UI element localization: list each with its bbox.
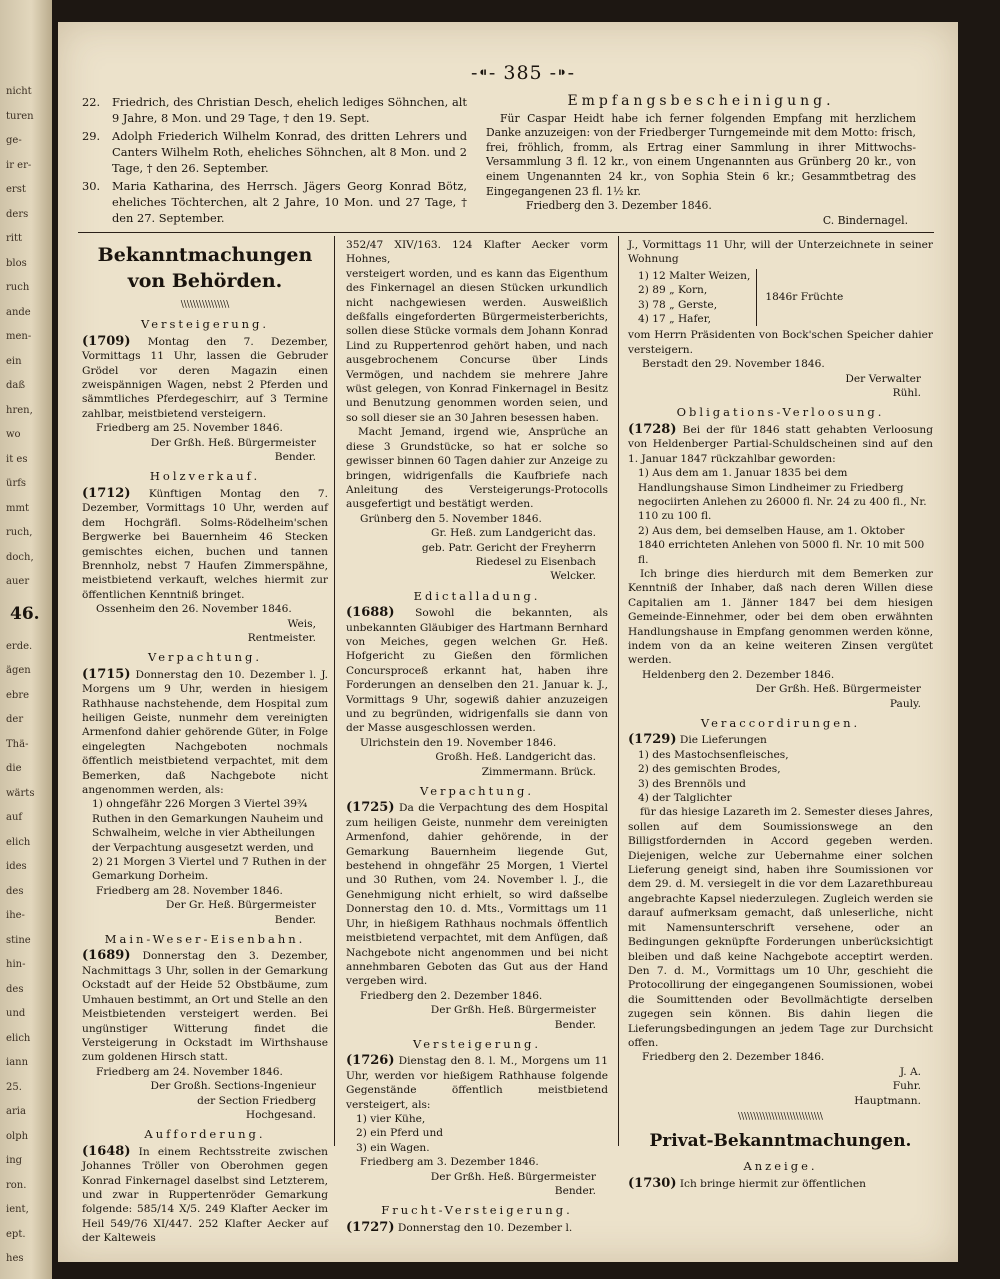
birth-entry (82, 128, 467, 176)
facing-page-fragment: stine (6, 934, 31, 946)
facing-page-fragment: hin- (6, 959, 26, 970)
notice-number: (1729) (628, 732, 677, 748)
notice-body: Sowohl die bekannten, als unbekannten Gläubiger des Hartmann Bernhard von Meiches, gegen welchen Gr. Heß. Hofgericht zu Gießen den förmlichen Concursproceß erkannt hat, haben ihre Forderungen an denselben den 21. Januar k. J., Vormittags 9 Uhr, sogewiß dahier anzuzeigen und zu begründen, widrigenfalls sie dann von der Masse ausgeschlossen werden. (346, 607, 608, 735)
facing-page-fragment: iann (6, 1057, 29, 1068)
notice-signature: Bender. (554, 1185, 596, 1197)
facing-page-fragment: des (6, 983, 24, 995)
notice-signature: Der Grßh. Heß. Bürgermeister (755, 683, 921, 696)
notice-signature: Riedesel zu Eisenbach (475, 555, 596, 568)
facing-page-margin (0, 0, 52, 1279)
notice-text (82, 487, 328, 602)
notice-number: (1712) (82, 485, 131, 501)
birth-entry (82, 94, 467, 126)
notice-text-continued: für das hiesige Lazareth im 2. Semester dieses Jahres, sollen auf dem Soumissionswege an den Billigstfordernden in Accord gegeben werden. Diejenigen, welche zur Uebernahme einer solchen Lieferung geneigt sind, haben ihre Soumissionen vor dem 29. d. M. versiegelt in die vor dem Lazarethbureau angebrachte Kapsel niederzulegen. Zugleich werden sie darauf aufmerksam gemacht, daß unleserliche, nicht mit Namensunterschrift versehene, oder an Bedingungen geknüpfte Forderungen unberücksichtigt bleiben und daß keine Nachgebote acceptirt werden. Den 7. d. M., Vormittags um 10 Uhr, geschieht die Protocollirung der eingegangenen Soumissionen, wobei die Soumittenden oder Bevollmächtigte derselben zugegen sein können. Bis dahin liegen die Lieferungsbedingungen an jedem Tage zur Durchsicht offen. (628, 806, 933, 1049)
notice-date: Friedberg am 24. November 1846. (96, 1065, 283, 1078)
notice-signature: Der Grßh. Heß. Bürgermeister (430, 1170, 596, 1183)
notice-list-item: 2) des gemischten Brodes, (638, 763, 781, 776)
notice-signature: Bender. (274, 451, 316, 464)
notice-date: Ulrichstein den 19. November 1846. (360, 736, 557, 749)
facing-page-fragment: ande (6, 306, 31, 318)
facing-page-fragment: ir er- (6, 159, 32, 171)
receipt-body: Für Caspar Heidt habe ich ferner folgenden Empfang mit herzlichem Danke anzuzeigen: von der Friedberger Turngemeinde mit dem Motto: frisch, frei, fröhlich, fromm, als Ertrag einer Sammlung in ihrer Mittwochs-Versammlung 3 fl. 12 kr., von einem Ungenannten aus Grünberg 20 kr., von einem Ungenannten 24 kr., von Sophia Stein 6 kr.; Gesammtbetrag des Eingegangenen 23 fl. 1½ kr. (486, 111, 916, 198)
notice (82, 1127, 328, 1245)
notice-heading: Edictalladung. (413, 588, 541, 603)
notice-body: Donnerstag den 10. Dezember l. J. Morgens um 9 Uhr, werden in hiesigem Rathhause nachstehende, dem Hospital zum heiligen Geiste, nunmehr dem vereinigten Armenfond dahier gehörende Güter, in Folge eingelegten Nachgeboten nochmals öffentlich meistbietend verpachtet, mit dem Bemerken, daß Nachgebote nicht angenommen werden, als: (82, 668, 328, 796)
notice-number: (1688) (346, 605, 395, 621)
notice-list-item: 2) ein Pferd und (356, 1127, 444, 1140)
receipt-signer: C. Bindernagel. (822, 213, 908, 227)
notice-list (346, 1112, 608, 1155)
notice-list (82, 797, 328, 883)
column-rule-1 (334, 236, 335, 1146)
facing-page-fragment: elich (6, 836, 31, 848)
notice-text (628, 733, 933, 747)
fruit-intro: J., Vormittags 11 Uhr, will der Unterzeichnete in seiner Wohnung (628, 239, 933, 266)
facing-page-fragment: ritt (6, 233, 23, 244)
receipt-date: Friedberg den 3. Dezember 1846. (526, 199, 712, 213)
fruit-intro-2: vom Herrn Präsidenten von Bock'schen Speicher dahier versteigern. (628, 329, 933, 356)
facing-page-fragment: ept. (6, 1228, 26, 1240)
birth-text: Adolph Friederich Wilhelm Konrad, des dritten Lehrers und Canters Wilhelm Roth, eheliches Söhnchen, alt 8 Mon. und 2 Tage, † den 26. September. (112, 129, 467, 175)
notice-signature: Rentmeister. (247, 631, 316, 644)
notice-signature: Der Großh. Sections-Ingenieur (150, 1080, 316, 1093)
notice-list (628, 466, 933, 567)
notice-heading: Aufforderung. (144, 1127, 266, 1142)
notice-signature: Zimmermann. Brück. (481, 765, 596, 778)
continuation-line: 352/47 XIV/163. 124 Klafter Aecker vorm Hohnes, (346, 239, 608, 266)
facing-page-fragment: hren, (6, 404, 33, 416)
notice-text (82, 335, 328, 421)
notice-date: Friedberg am 25. November 1846. (96, 422, 283, 435)
notice-signature: Hauptmann. (854, 1094, 921, 1107)
notice (346, 1203, 608, 1235)
notice-heading: Main-Weser-Eisenbahn. (104, 932, 306, 947)
notice-number: (1726) (346, 1053, 395, 1069)
continuation-date: Grünberg den 5. November 1846. (360, 512, 542, 525)
facing-page-fragment: ürfs (6, 478, 27, 489)
notice-list-item: 1) vier Kühe, (356, 1112, 426, 1125)
receipt-title: Empfangsbescheinigung. (567, 93, 835, 109)
facing-page-fragment: und (6, 1008, 26, 1019)
notice (82, 469, 328, 645)
notice-signature: Gr. Heß. zum Landgericht das. (431, 527, 596, 540)
notice-list-item: 2) Aus dem, bei demselben Hause, am 1. Oktober 1840 errichteten Anlehen von 5000 fl. Nr. 10 mit 500 fl. (638, 524, 925, 566)
receipt-section (486, 94, 916, 228)
facing-page-fragment: ruch (6, 282, 30, 293)
notice-body: Donnerstag den 10. Dezember l. (397, 1221, 573, 1234)
facing-page-fragment: Thä- (6, 738, 29, 750)
notice-signature: Rühl. (892, 387, 921, 400)
notice-heading: Frucht-Versteigerung. (381, 1203, 573, 1218)
notice-signature: Der Grßh. Heß. Bürgermeister (150, 436, 316, 449)
notice-number: (1715) (82, 666, 131, 682)
fruit-item: 4) 17 „ Hafer, (638, 313, 711, 326)
facing-page-fragment: 25. (6, 1081, 22, 1093)
fruit-label: 1846r Früchte (765, 291, 844, 304)
facing-page-fragment: ides (6, 861, 27, 872)
facing-page-fragment: ebre (6, 689, 30, 701)
facing-page-fragment: erde. (6, 640, 33, 652)
heading-ornament: \\\\\\\\\\\\\\\\ (180, 300, 230, 310)
notice-list-item: 3) ein Wagen. (356, 1141, 430, 1154)
birth-entry (82, 178, 467, 226)
continuation-text: versteigert worden, und es kann das Eigenthum des Finkernagel an diesen Stücken urkundlich nicht nachgewiesen werden. Ausweißlich deßfalls eingeforderten Bürgermeisterberichts, sollen diese Stücke vormals dem Johann Konrad Lind zu Ruppertenrod gehört haben, und nach ausgebrochenem Concurse über Linds Vermögen, und nachdem sie mehrere Jahre wüst gelegen, von Konrad Finkernagel in Besitz und Benutzung genommen worden seien, und so soll dieser sie an 30 Jahren besessen haben. (346, 267, 608, 424)
notice-body: Künftigen Montag den 7. Dezember, Vormittags 10 Uhr, werden auf dem Hochgräfl. Solms-Rödelheim'schen Bergwerke bei Bauernheim 46 Stecken gemischtes eichen, buchen und tannen Brennholz, nebst 7 Haufen Zimmerspähne, meistbietend verkauft, welches hiermit zur öffentlichen Kenntniß bringet. (82, 487, 328, 601)
notice-heading: Verpachtung. (419, 784, 535, 799)
fruit-item: 2) 89 „ Korn, (638, 284, 708, 297)
facing-page-fragment: it es (6, 453, 28, 465)
notice-body: Bei der für 1846 statt gehabten Verloosung von Heldenberger Partial-Schuldscheinen sind auf den 1. Januar 1847 rückzahlbar geworden: (628, 423, 933, 465)
facing-page-fragment: nicht (6, 86, 32, 97)
facing-page-fragment: ient, (6, 1204, 29, 1215)
notice-text (82, 949, 328, 1064)
notice-text (346, 1054, 608, 1112)
notice-number: (1725) (346, 800, 395, 816)
notice-body: Dienstag den 8. l. M., Morgens um 11 Uhr, werden vor hießigem Rathhause folgende Gegenstände öffentlich meistbietend versteigert, als: (346, 1055, 608, 1111)
notice-list-item: 1) ohngefähr 226 Morgen 3 Viertel 39¾ Ruthen in den Gemarkungen Nauheim und Schwalheim, welche in vier Abtheilungen der Verpachtung ausgesetzt werden, und (92, 798, 324, 854)
notice-signature: Der Grßh. Heß. Bürgermeister (430, 1004, 596, 1017)
continuation-text-2: Macht Jemand, irgend wie, Ansprüche an diese 3 Grundstücke, so hat er solche so gewisser binnen 60 Tagen dahier zur Anzeige zu bringen, widrigenfalls die Kaufbriefe nach Anleitung des Versteigerungs-Protocolls ausgefertigt und bestätigt werden. (346, 426, 608, 511)
birth-number: 29. (82, 129, 101, 143)
notice (628, 405, 933, 711)
notice-number: (1709) (82, 333, 131, 349)
private-text: (1730) Ich bringe hiermit zur öffentlichen (628, 1175, 866, 1191)
notice-heading: Versteigerung. (412, 1036, 542, 1051)
private-ornament: \\\\\\\\\\\\\\\\\\\\\\\\\\\\ (738, 1111, 823, 1122)
facing-page-fragment: ägen (6, 665, 31, 676)
facing-page-fragment: ihe- (6, 910, 25, 921)
notice-body: Donnerstag den 3. Dezember, Nachmittags 3 Uhr, sollen in der Gemarkung Ockstadt auf der Heide 52 Obstbäume, zum Umhauen bestimmt, an Ort und Stelle an den Meistbietenden versteigert werden. Bei ungünstiger Witterung findet die Versteigerung in Ockstadt im Wirthshause zum goldenen Hirsch statt. (82, 950, 328, 1064)
notice-number: (1727) (346, 1219, 395, 1235)
facing-page-fragment: des (6, 885, 24, 897)
notice-date: Friedberg am 3. Dezember 1846. (360, 1156, 539, 1169)
facing-page-fragment: ing (6, 1155, 23, 1166)
notice-number: (1689) (82, 948, 131, 964)
notice-heading: Obligations-Verloosung. (676, 405, 885, 420)
notice (628, 716, 933, 1108)
top-rule (78, 232, 934, 233)
notice-list (628, 748, 933, 806)
notice-signature: Bender. (554, 1018, 596, 1031)
birth-text: Friedrich, des Christian Desch, ehelich lediges Söhnchen, alt 9 Jahre, 8 Mon. und 29 Tage, † den 19. Sept. (112, 95, 467, 125)
notice-list-item: 3) des Brennöls und (638, 777, 746, 790)
facing-page-fragment: olph (6, 1130, 29, 1142)
notice-text-continued: Ich bringe dies hierdurch mit dem Bemerken zur Kenntniß der Inhaber, daß nach deren Willen diese Capitalien am 1. Jänner 1847 bei dem hiesigen Gemeinde-Einnehmer, oder bei dem oben erwähnten Handlungshause in Empfang genommen werden könne, indem von da an keine weiteren Zinsen vergütet werden. (628, 567, 933, 667)
facing-page-fragment: auer (6, 576, 30, 587)
facing-page-fragment: turen (6, 110, 34, 122)
notice-body: Die Lieferungen (679, 734, 767, 747)
notice-body: In einem Rechtsstreite zwischen Johannes Tröller von Oberohmen gegen Konrad Finkernagel daselbst sind Letzterem, und zwar in Ruppertenröder Gemarkung folgende: 585/14 X/5. 249 Klafter Aecker im Heil 549/76 XI/447. 252 Klafter Aecker auf der Kalteweis (82, 1145, 328, 1245)
notice-signature: Der Verwalter (845, 372, 921, 385)
notice-text (346, 606, 608, 736)
notice-text (82, 1145, 328, 1246)
facing-page-fragment: mmt (6, 502, 29, 514)
facing-page-fragment: ders (6, 208, 29, 220)
notice-signature: Pauly. (889, 697, 921, 710)
birth-text: Maria Katharina, des Herrsch. Jägers Georg Konrad Bötz, eheliches Töchterchen, alt 2 Jahre, 10 Mon. und 27 Tage, † den 27. September. (112, 179, 467, 225)
notice-heading: Verpachtung. (147, 650, 263, 665)
fruit-date: Berstadt den 29. November 1846. (642, 358, 825, 371)
notice-signature: Hochgesand. (245, 1108, 316, 1121)
facing-page-fragment: doch, (6, 551, 34, 563)
newspaper-page (58, 22, 958, 1262)
notice-signature: J. A. (899, 1065, 921, 1078)
facing-page-fragment: blos (6, 257, 27, 269)
facing-page-fragment: daß (6, 380, 26, 391)
notice-text (346, 801, 608, 988)
fruit-item: 3) 78 „ Gerste, (638, 298, 718, 311)
column-1 (82, 238, 328, 1246)
notice (346, 784, 608, 1032)
fruit-list (628, 269, 933, 327)
facing-page-fragment: ein (6, 355, 22, 367)
facing-page-fragment: aria (6, 1106, 26, 1117)
facing-page-fragment: elich (6, 1032, 31, 1044)
notice-heading: Holzverkauf. (149, 469, 261, 484)
facing-page-fragment: wo (6, 429, 21, 440)
facing-page-fragment: die (6, 763, 22, 774)
notice-text (346, 1221, 608, 1235)
notice-signature: der Section Friedberg (197, 1094, 316, 1107)
fruit-item: 1) 12 Malter Weizen, (638, 269, 751, 282)
authorities-heading: Bekanntmachungen von Behörden. (97, 244, 313, 292)
column-rule-2 (618, 236, 619, 1146)
notice (82, 650, 328, 927)
notice-date: Friedberg den 2. Dezember 1846. (360, 989, 543, 1002)
facing-page-fragment: wärts (6, 787, 35, 799)
facing-page-fragment: men- (6, 331, 32, 342)
notice-date: Friedberg am 28. November 1846. (96, 884, 283, 897)
notice-text (628, 423, 933, 466)
births-list (82, 94, 467, 228)
birth-number: 30. (82, 179, 101, 193)
notice-body: Montag den 7. Dezember, Vormittags 11 Uhr, lassen die Gebruder Grödel vor deren Magazin einen zweispännigen Wagen, nebst 2 Pferden und sämmtliches Pferdegeschirr, auf 3 Termine zahlbar, meistbietend versteigern. (82, 335, 328, 420)
notice (82, 932, 328, 1122)
notice-text (82, 668, 328, 798)
notice-list-item: 2) 21 Morgen 3 Viertel und 7 Ruthen in der Gemarkung Dorheim. (92, 856, 327, 883)
facing-page-fragment: hes (6, 1253, 24, 1264)
notice-heading: Versteigerung. (140, 317, 270, 332)
notice-number: (1728) (628, 421, 677, 437)
notice-heading: Veraccordirungen. (700, 716, 861, 730)
facing-page-fragment: der (6, 714, 24, 725)
notice-list-item: 1) des Mastochsenfleisches, (638, 748, 789, 761)
private-subheading: Anzeige. (743, 1159, 818, 1174)
notice (346, 1037, 608, 1198)
notice-signature: Der Gr. Heß. Bürgermeister (165, 899, 316, 912)
notice-signature: Weis, (287, 617, 316, 630)
facing-page-number: 46. (10, 604, 40, 624)
notice (346, 589, 608, 779)
notice-signature: Fuhr. (892, 1080, 921, 1093)
notice-date: Heldenberg den 2. Dezember 1846. (642, 668, 835, 681)
birth-number: 22. (82, 95, 101, 109)
page-number: -⁌- 385 -⁍- (470, 62, 576, 84)
facing-page-fragment: ron. (6, 1179, 27, 1191)
facing-page-fragment: erst (6, 184, 26, 195)
facing-page-fragment: ruch, (6, 527, 33, 538)
notice-number: (1648) (82, 1143, 131, 1159)
notice (82, 317, 328, 464)
notice-signature: geb. Patr. Gericht der Freyherrn (421, 541, 596, 554)
column-2 (346, 238, 608, 1235)
facing-page-fragment: ge- (6, 135, 22, 146)
facing-page-fragment: auf (6, 812, 23, 823)
notice-date: Friedberg den 2. Dezember 1846. (642, 1051, 825, 1064)
notice-list-item: 4) der Talglichter (638, 792, 732, 805)
notice-date: Ossenheim den 26. November 1846. (96, 603, 292, 616)
notice-list-item: 1) Aus dem am 1. Januar 1835 bei dem Handlungshause Simon Lindheimer zu Friedberg negociirten Anlehen zu 26000 fl. Nr. 24 zu 400 fl., Nr. 110 zu 100 fl. (638, 467, 927, 523)
column-3 (628, 238, 933, 1191)
notice-signature: Welcker. (550, 570, 596, 583)
notice-signature: Bender. (274, 913, 316, 926)
notice-body: Da die Verpachtung des dem Hospital zum heiligen Geiste, nunmehr dem vereinigten Armenfond, dahier gehörende, in der Gemarkung Bauernheim liegende Gut, bestehend in ohngefähr 25 Morgen, 1 Viertel und 30 Ruthen, vom 24. November l. J., die Genehmigung nicht erhielt, so wird daßselbe Donnerstag den 10. d. Mts., Vormittags um 11 Uhr, in hießigem Rathhaus nochmals öffentlich meistbietend verpachtet, mit dem Anfügen, daß Nachgebote nicht angenommen und bei nicht annehmbaren Geboten das Gut aus der Hand vergeben wird. (346, 802, 608, 988)
notice-signature: Großh. Heß. Landgericht das. (435, 751, 596, 764)
private-heading: Privat-Bekanntmachungen. (649, 1131, 912, 1152)
